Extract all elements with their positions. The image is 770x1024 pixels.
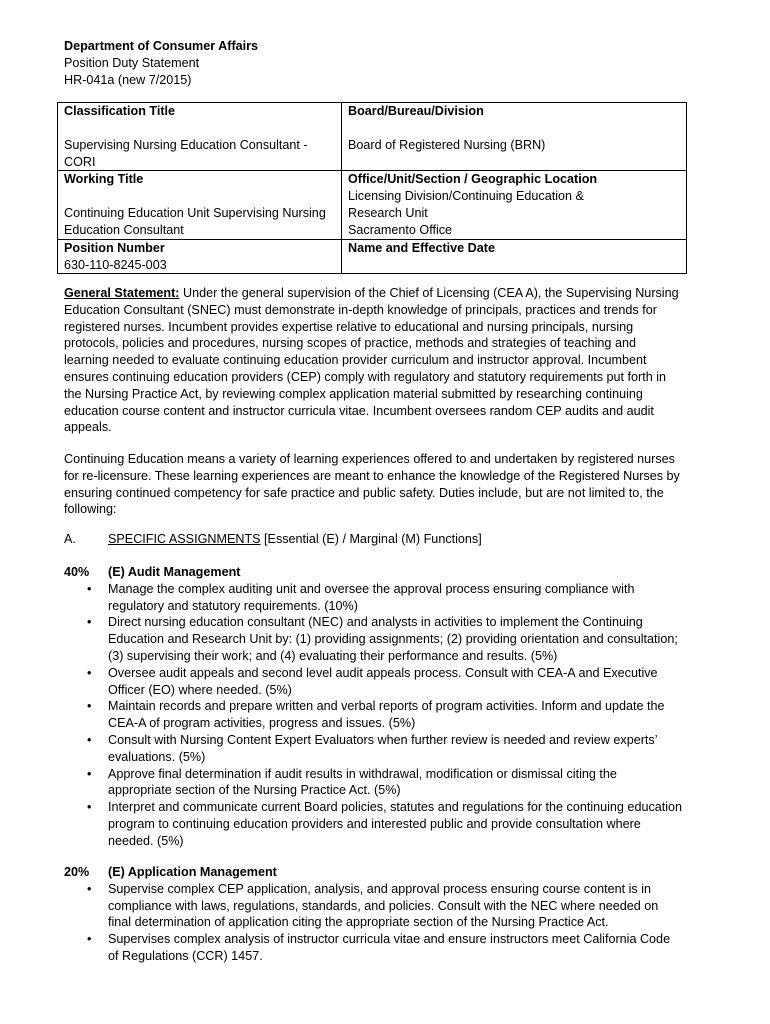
- duty-title: (E) Audit Management: [108, 565, 241, 579]
- list-item: • Interpret and communicate current Board policies, statutes and regulations for the continuing education program to continuing education providers and interested public and provide consultation where needed. (5%): [64, 799, 684, 849]
- continuing-education-paragraph: [64, 451, 684, 518]
- name-date-cell: [342, 239, 687, 274]
- document-type: Position Duty Statement: [64, 55, 200, 70]
- position-number-cell: [58, 239, 342, 274]
- position-number-label: Position Number: [64, 240, 165, 255]
- section-a-heading: [64, 531, 482, 548]
- duty-title: (E) Application Management: [108, 865, 277, 879]
- section-a-title: SPECIFIC ASSIGNMENTS: [108, 532, 261, 546]
- name-date-label: Name and Effective Date: [348, 240, 495, 255]
- position-info-table: [57, 102, 687, 274]
- list-item: • Oversee audit appeals and second level audit appeals process. Consult with CEA-A and Executive Officer (EO) where needed. (5%): [64, 665, 684, 699]
- office-value-line1: Licensing Division/Continuing Education &: [348, 189, 584, 204]
- office-label: Office/Unit/Section / Geographic Location: [348, 172, 598, 187]
- list-item: • Supervise complex CEP application, analysis, and approval process ensuring course content is in compliance with laws, regulations, standards, and policies. Consult with the NEC where needed on final determination of application citing the appropriate section of the Nursing Practice Act.: [64, 881, 684, 931]
- list-item: • Direct nursing education consultant (NEC) and analysts in activities to implement the Continuing Education and Research Unit by: (1) providing assignments; (2) providing orientation and consultation; (3) supervising their work; and (4) evaluating their performance and results. (5%): [64, 614, 684, 664]
- list-item: • Consult with Nursing Content Expert Evaluators when further review is needed and review experts’ evaluations. (5%): [64, 732, 684, 766]
- continuing-education-text: Continuing Education means a variety of learning experiences offered to and undertaken by registered nurses for re-licensure. These learning experiences are meant to enhance the knowledge of the Registered Nurses by ensuring continued competency for safe practice and public safety. Duties include, but are not limited to, the following:: [64, 452, 680, 517]
- classification-title-value: Supervising Nursing Education Consultant - CORI: [64, 137, 308, 169]
- position-number-value: 630-110-8245-003: [64, 257, 167, 272]
- duty-heading: [64, 864, 684, 881]
- board-cell: [342, 103, 687, 171]
- working-title-value: Continuing Education Unit Supervising Nursing Education Consultant: [64, 206, 326, 237]
- duty-bullet-list: [64, 581, 684, 850]
- office-value-line3: Sacramento Office: [348, 222, 453, 237]
- document-header: [64, 38, 258, 88]
- office-cell: [342, 171, 687, 239]
- duty-block-application-management: [64, 864, 684, 965]
- classification-title-cell: [58, 103, 342, 171]
- duty-heading: [64, 564, 684, 581]
- duty-block-audit-management: [64, 564, 684, 850]
- list-item: • Manage the complex auditing unit and oversee the approval process ensuring compliance with regulatory and statutory requirements. (10%): [64, 581, 684, 615]
- list-item: • Supervises complex analysis of instructor curricula vitae and ensure instructors meet California Code of Regulations (CCR) 1457.: [64, 931, 684, 965]
- duty-percent: 40%: [64, 565, 90, 579]
- working-title-cell: [58, 171, 342, 239]
- department-name: Department of Consumer Affairs: [64, 39, 259, 53]
- list-item: • Approve final determination if audit results in withdrawal, modification or dismissal citing the appropriate section of the Nursing Practice Act. (5%): [64, 766, 684, 800]
- list-item: • Maintain records and prepare written and verbal reports of program activities. Inform and update the CEA-A of program activities, progress and issues. (5%): [64, 698, 684, 732]
- board-value: Board of Registered Nursing (BRN): [348, 137, 546, 152]
- board-label: Board/Bureau/Division: [348, 104, 484, 118]
- duty-percent: 20%: [64, 865, 90, 879]
- duty-bullet-list: [64, 881, 684, 965]
- section-a-subtitle: [Essential (E) / Marginal (M) Functions]: [260, 532, 482, 546]
- working-title-label: Working Title: [64, 172, 144, 187]
- general-statement-text: Under the general supervision of the Chief of Licensing (CEA A), the Supervising Nursing Education Consultant (SNEC) must demonstrate in-depth knowledge of principals, practices and trends for registered nurses. Incumbent provides expertise relative to educational and nursing principals, nursing protocols, policies and procedures, nursing scopes of practice, methods and strategies of teaching and learning needed to evaluate continuing education provider curriculum and instructor approval. Incumbent ensures continuing education providers (CEP) comply with regulatory and statutory requirements put forth in the Nursing Practice Act, by reviewing complex application material submitted by researching continuing education course content and instructor curricula vitae. Incumbent oversees random CEP audits and audit appeals.: [64, 286, 679, 435]
- section-a-letter: A.: [64, 532, 76, 546]
- office-value-line2: Research Unit: [348, 205, 428, 220]
- classification-title-label: Classification Title: [64, 104, 176, 118]
- form-id: HR-041a (new 7/2015): [64, 72, 192, 87]
- general-statement-paragraph: [64, 285, 684, 436]
- general-statement-label: General Statement:: [64, 286, 180, 300]
